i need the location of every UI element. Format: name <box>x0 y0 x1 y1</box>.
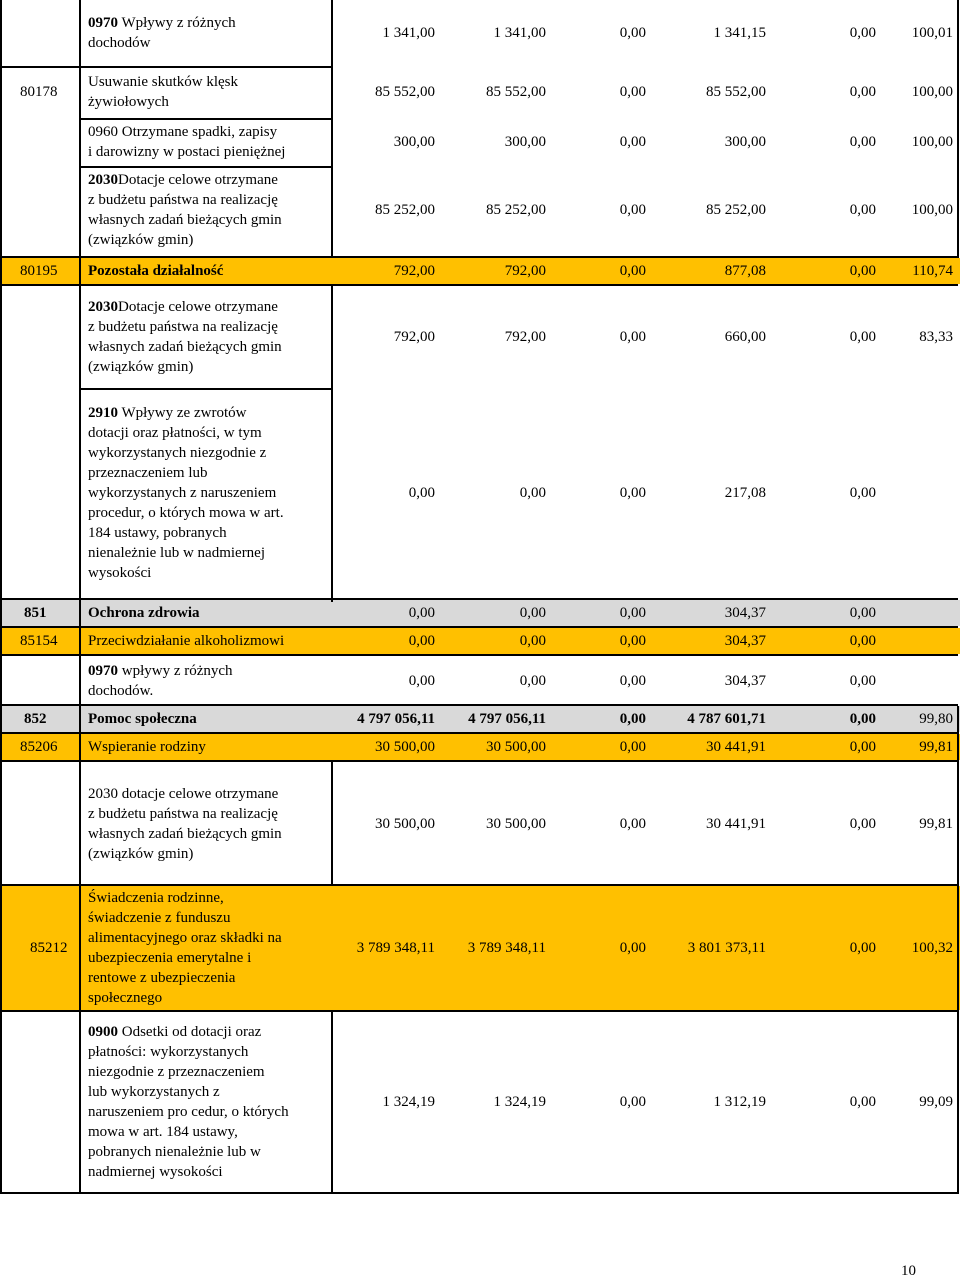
table-row <box>0 706 960 732</box>
grid-line <box>331 760 333 886</box>
value-cell: 4 787 601,71 <box>687 710 766 727</box>
value-cell: 304,37 <box>724 604 766 621</box>
value-cell: 0,00 <box>619 672 646 689</box>
value-cell: 792,00 <box>393 328 435 345</box>
value-cell: 99,81 <box>919 815 953 832</box>
value-cell: 99,09 <box>919 1093 953 1110</box>
description-text: Pomoc społeczna <box>88 711 197 727</box>
value-cell: 0,00 <box>849 484 876 501</box>
grid-line <box>0 884 958 886</box>
value-cell: 877,08 <box>724 262 766 279</box>
table-row <box>0 166 960 254</box>
grid-line <box>0 66 80 68</box>
value-cell: 0,00 <box>519 672 546 689</box>
value-cell: 85 252,00 <box>706 201 766 218</box>
value-cell: 0,00 <box>619 710 646 727</box>
grid-line <box>0 732 958 734</box>
grid-line <box>80 166 332 168</box>
description-text: Wpływy ze zwrotów dotacji oraz płatności, w tym wykorzystanych niezgodnie z przeznaczeniem lub wykorzystanych z naruszeniem procedur, o których mowa w art. 184 ustawy, pobranych nienależnie lub w nadmiernej wysokości <box>88 405 284 581</box>
value-cell: 0,00 <box>408 484 435 501</box>
grid-line <box>331 1010 333 1194</box>
value-cell: 660,00 <box>724 328 766 345</box>
section-code: 80178 <box>20 83 58 100</box>
section-code: 85206 <box>20 738 58 755</box>
table-row <box>0 1012 960 1192</box>
value-cell: 1 312,19 <box>713 1093 766 1110</box>
value-cell: 1 324,19 <box>382 1093 435 1110</box>
description-cell <box>80 394 330 592</box>
value-cell: 100,00 <box>911 83 953 100</box>
value-cell: 0,00 <box>619 1093 646 1110</box>
description-text: Wpływy z różnych dochodów <box>88 15 236 51</box>
section-code: 85154 <box>20 632 58 649</box>
value-cell: 0,00 <box>619 484 646 501</box>
grid-line <box>80 388 332 390</box>
value-cell: 30 441,91 <box>706 738 766 755</box>
value-cell: 110,74 <box>912 262 953 279</box>
table-row <box>0 628 960 654</box>
value-cell: 85 252,00 <box>375 201 435 218</box>
classification-code: 0900 <box>88 1024 118 1040</box>
value-cell: 1 341,00 <box>382 24 435 41</box>
value-cell: 99,81 <box>919 738 953 755</box>
value-cell: 0,00 <box>619 632 646 649</box>
grid-line <box>80 66 332 68</box>
value-cell: 0,00 <box>619 201 646 218</box>
value-cell: 304,37 <box>724 632 766 649</box>
value-cell: 0,00 <box>849 632 876 649</box>
grid-line <box>0 0 2 1194</box>
value-cell: 100,01 <box>911 24 953 41</box>
table-row <box>0 66 960 118</box>
value-cell: 0,00 <box>619 262 646 279</box>
description-cell <box>80 1012 330 1192</box>
value-cell: 100,32 <box>911 939 953 956</box>
value-cell: 0,00 <box>619 604 646 621</box>
description-text: Dotacje celowe otrzymane z budżetu państwa na realizację własnych zadań bieżących gmin (związków gmin) <box>88 172 282 248</box>
value-cell: 85 252,00 <box>486 201 546 218</box>
value-cell: 0,00 <box>619 133 646 150</box>
table-row <box>0 394 960 592</box>
grid-line <box>0 598 958 600</box>
grid-line <box>331 284 333 602</box>
value-cell: 85 552,00 <box>486 83 546 100</box>
value-cell: 0,00 <box>849 815 876 832</box>
value-cell: 217,08 <box>724 484 766 501</box>
value-cell: 0,00 <box>849 710 876 727</box>
value-cell: 0,00 <box>408 672 435 689</box>
grid-line <box>957 0 959 258</box>
value-cell: 100,00 <box>911 201 953 218</box>
value-cell: 300,00 <box>393 133 435 150</box>
value-cell: 85 552,00 <box>706 83 766 100</box>
description-text: wpływy z różnych dochodów. <box>88 663 233 699</box>
grid-line <box>331 0 333 258</box>
section-code: 80195 <box>20 262 58 279</box>
table-row <box>0 288 960 386</box>
value-cell: 4 797 056,11 <box>468 710 546 727</box>
value-cell: 0,00 <box>849 939 876 956</box>
value-cell: 0,00 <box>619 328 646 345</box>
grid-line <box>0 654 958 656</box>
section-code: 851 <box>24 604 47 621</box>
value-cell: 1 341,00 <box>493 24 546 41</box>
table-row <box>0 886 960 1010</box>
value-cell: 1 341,15 <box>713 24 766 41</box>
value-cell: 3 789 348,11 <box>467 939 546 956</box>
description-text: Wspieranie rodziny <box>88 739 206 755</box>
value-cell: 30 441,91 <box>706 815 766 832</box>
description-text: Świadczenia rodzinne, świadczenie z funduszu alimentacyjnego oraz składki na ubezpieczenia emerytalne i rentowe z ubezpieczenia społecznego <box>88 890 282 1006</box>
classification-code: 2030 <box>88 172 118 188</box>
value-cell: 0,00 <box>619 83 646 100</box>
description-text: 0960 Otrzymane spadki, zapisy i darowizny w postaci pieniężnej <box>88 124 286 160</box>
value-cell: 0,00 <box>519 604 546 621</box>
value-cell: 0,00 <box>849 201 876 218</box>
classification-code: 0970 <box>88 15 118 31</box>
value-cell: 30 500,00 <box>486 815 546 832</box>
value-cell: 0,00 <box>619 815 646 832</box>
value-cell: 99,80 <box>919 710 953 727</box>
table-row <box>0 734 960 760</box>
grid-line <box>0 760 958 762</box>
description-cell <box>80 288 330 386</box>
grid-line <box>79 0 81 1194</box>
description-text: Przeciwdziałanie alkoholizmowi <box>88 633 285 649</box>
value-cell: 1 324,19 <box>493 1093 546 1110</box>
grid-line <box>0 626 958 628</box>
grid-line <box>0 256 958 258</box>
value-cell: 0,00 <box>849 262 876 279</box>
table-row <box>0 0 960 66</box>
value-cell: 0,00 <box>849 24 876 41</box>
value-cell: 0,00 <box>849 133 876 150</box>
section-code: 852 <box>24 710 47 727</box>
classification-code: 2910 <box>88 405 118 421</box>
value-cell: 0,00 <box>849 1093 876 1110</box>
grid-line <box>80 118 332 120</box>
grid-line <box>0 284 958 286</box>
value-cell: 0,00 <box>849 604 876 621</box>
value-cell: 85 552,00 <box>375 83 435 100</box>
section-code: 85212 <box>30 939 68 956</box>
value-cell: 3 789 348,11 <box>356 939 435 956</box>
description-text: 2030 dotacje celowe otrzymane z budżetu państwa na realizację własnych zadań bieżących gmin (związków gmin) <box>88 786 282 862</box>
value-cell: 792,00 <box>393 262 435 279</box>
grid-line <box>0 1192 958 1194</box>
value-cell: 0,00 <box>619 939 646 956</box>
value-cell: 0,00 <box>849 738 876 755</box>
description-text: Ochrona zdrowia <box>88 605 200 621</box>
page-number: 10 <box>901 1263 916 1279</box>
grid-line <box>0 704 958 706</box>
value-cell: 3 801 373,11 <box>687 939 766 956</box>
value-cell: 0,00 <box>408 604 435 621</box>
value-cell: 0,00 <box>619 738 646 755</box>
value-cell: 792,00 <box>504 262 546 279</box>
table-row <box>0 600 960 626</box>
table-row <box>0 118 960 166</box>
classification-code: 0970 <box>88 663 118 679</box>
value-cell: 4 797 056,11 <box>357 710 435 727</box>
value-cell: 304,37 <box>724 672 766 689</box>
value-cell: 300,00 <box>724 133 766 150</box>
value-cell: 83,33 <box>919 328 953 345</box>
value-cell: 0,00 <box>849 328 876 345</box>
grid-line <box>957 706 959 1194</box>
description-cell <box>80 0 330 66</box>
value-cell: 30 500,00 <box>375 815 435 832</box>
grid-line <box>0 1010 958 1012</box>
description-text: Odsetki od dotacji oraz płatności: wykorzystanych niezgodnie z przeznaczeniem lub wykorzystanych z naruszeniem pro cedur, o których mowa w art. 184 ustawy, pobranych nienależnie lub w nadmiernej wysokości <box>88 1024 289 1180</box>
value-cell: 0,00 <box>849 672 876 689</box>
description-text: Dotacje celowe otrzymane z budżetu państwa na realizację własnych zadań bieżących gmin (związków gmin) <box>88 299 282 375</box>
table-row <box>0 258 960 284</box>
value-cell: 30 500,00 <box>375 738 435 755</box>
description-text: Pozostała działalność <box>88 263 224 279</box>
description-cell <box>80 166 330 254</box>
value-cell: 0,00 <box>408 632 435 649</box>
value-cell: 0,00 <box>619 24 646 41</box>
value-cell: 792,00 <box>504 328 546 345</box>
description-cell <box>80 658 330 704</box>
table-row <box>0 774 960 874</box>
classification-code: 2030 <box>88 299 118 315</box>
value-cell: 300,00 <box>504 133 546 150</box>
table-row <box>0 658 960 704</box>
value-cell: 30 500,00 <box>486 738 546 755</box>
value-cell: 0,00 <box>519 484 546 501</box>
value-cell: 100,00 <box>911 133 953 150</box>
value-cell: 0,00 <box>519 632 546 649</box>
value-cell: 0,00 <box>849 83 876 100</box>
description-text: Usuwanie skutków klęsk żywiołowych <box>88 74 238 110</box>
